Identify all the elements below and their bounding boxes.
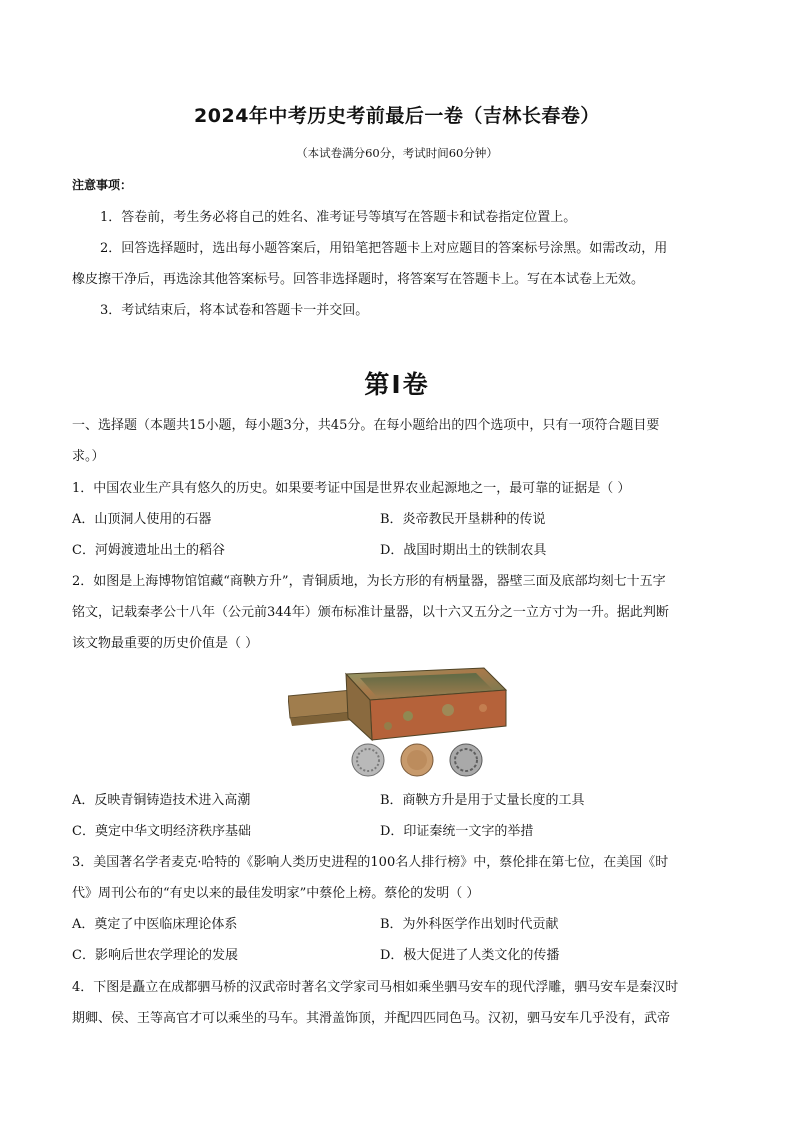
question-3-option-d: D．极大促进了人类文化的传播 <box>380 948 560 963</box>
question-3-option-c: C．影响后世农学理论的发展 <box>72 948 238 963</box>
notice-heading: 注意事项： <box>72 178 133 192</box>
volume-title: 第Ⅰ卷 <box>364 370 430 399</box>
section-intro: 一、选择题（本题共15小题，每小题3分，共45分。在每小题给出的四个选项中，只有一项符合题目要 <box>72 418 660 433</box>
shang-yang-fangsheng-image <box>288 664 510 782</box>
question-2-option-d: D．印证秦统一文字的举措 <box>380 824 534 839</box>
question-1-option-b: B．炎帝教民开垦耕种的传说 <box>380 512 546 527</box>
notice-item: 橡皮擦干净后，再选涂其他答案标号。回答非选择题时，将答案写在答题卡上。写在本试卷上无效。 <box>72 272 645 287</box>
question-2-stem: 铭文，记载秦孝公十八年（公元前344年）颁布标准计量器，以十六又五分之一立方寸为一升。据此判断 <box>72 605 669 620</box>
notice-item: 1．答卷前，考生务必将自己的姓名、准考证号等填写在答题卡和试卷指定位置上。 <box>100 210 577 225</box>
question-2-stem: 该文物最重要的历史价值是（ ） <box>72 636 259 651</box>
question-1-stem: 1．中国农业生产具有悠久的历史。如果要考证中国是世界农业起源地之一，最可靠的证据是（ ） <box>72 481 631 496</box>
question-2-stem: 2．如图是上海博物馆馆藏“商鞅方升”，青铜质地，为长方形的有柄量器，器壁三面及底部均刻七十五字 <box>72 574 666 589</box>
question-3-option-b: B．为外科医学作出划时代贡献 <box>380 917 559 932</box>
notice-item: 3．考试结束后，将本试卷和答题卡一并交回。 <box>100 303 369 318</box>
section-intro: 求。） <box>72 449 105 464</box>
question-3-stem: 代》周刊公布的“有史以来的最佳发明家”中蔡伦上榜。蔡伦的发明（ ） <box>72 886 480 901</box>
question-1-option-a: A．山顶洞人使用的石器 <box>72 512 212 527</box>
question-4-stem: 4．下图是矗立在成都驷马桥的汉武帝时著名文学家司马相如乘坐驷马安车的现代浮雕，驷马安车是秦汉时 <box>72 980 679 995</box>
question-3-option-a: A．奠定了中医临床理论体系 <box>72 917 238 932</box>
question-3-stem: 3．美国著名学者麦克·哈特的《影响人类历史进程的100名人排行榜》中，蔡伦排在第七位，在美国《时 <box>72 855 669 870</box>
exam-subtitle: （本试卷满分60分，考试时间60分钟） <box>296 146 498 160</box>
question-1-option-c: C．河姆渡遗址出土的稻谷 <box>72 543 225 558</box>
notice-item: 2．回答选择题时，选出每小题答案后，用铅笔把答题卡上对应题目的答案标号涂黑。如需改动，用 <box>100 241 668 256</box>
question-2-option-a: A．反映青铜铸造技术进入高潮 <box>72 793 251 808</box>
page-title: 2024年中考历史考前最后一卷（吉林长春卷） <box>194 105 600 127</box>
question-2-option-b: B．商鞅方升是用于丈量长度的工具 <box>380 793 585 808</box>
question-2-option-c: C．奠定中华文明经济秩序基础 <box>72 824 251 839</box>
question-4-stem: 期卿、侯、王等高官才可以乘坐的马车。其滑盖饰顶，并配四匹同色马。汉初，驷马安车几乎没有，武帝 <box>72 1011 671 1026</box>
question-1-option-d: D．战国时期出土的铁制农具 <box>380 543 547 558</box>
